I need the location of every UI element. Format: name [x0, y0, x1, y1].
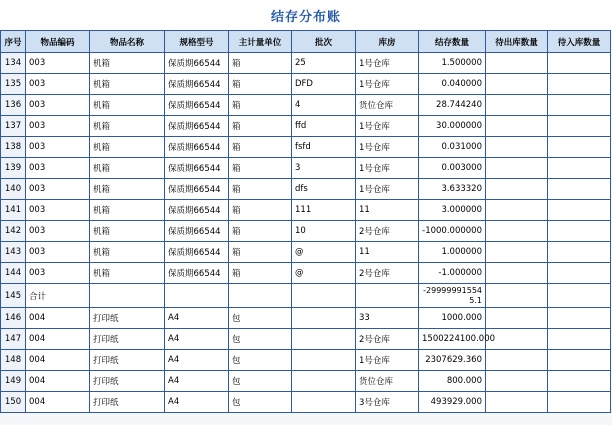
spec-cell: 保质期66544 [165, 53, 229, 74]
stock-qty-cell: -1.000000 [419, 263, 486, 284]
pending-in-cell [548, 350, 611, 371]
item-code-cell: 003 [26, 242, 90, 263]
table-row[interactable] [1, 158, 611, 179]
pending-out-cell [486, 371, 548, 392]
pending-in-cell [548, 179, 611, 200]
warehouse-cell: 2号仓库 [356, 221, 419, 242]
spec-cell: A4 [165, 371, 229, 392]
pending-out-cell [486, 53, 548, 74]
item-name-cell: 机箱 [90, 179, 165, 200]
item-name-cell: 机箱 [90, 221, 165, 242]
pending-out-cell [486, 221, 548, 242]
spec-cell: 保质期66544 [165, 74, 229, 95]
unit-cell: 包 [229, 371, 292, 392]
batch-cell: ffd [292, 116, 356, 137]
batch-cell [292, 392, 356, 413]
warehouse-cell: 1号仓库 [356, 116, 419, 137]
warehouse-cell: 2号仓库 [356, 263, 419, 284]
item-code-cell: 003 [26, 263, 90, 284]
table-row[interactable] [1, 95, 611, 116]
page-title: 结存分布账 [270, 9, 341, 25]
item-name-cell: 打印纸 [90, 371, 165, 392]
item-name-cell: 打印纸 [90, 392, 165, 413]
batch-cell [292, 329, 356, 350]
column-header-pending-in[interactable]: 待入库数量 [548, 31, 611, 53]
item-name-cell: 打印纸 [90, 350, 165, 371]
pending-in-cell [548, 158, 611, 179]
pending-in-cell [548, 116, 611, 137]
pending-in-cell [548, 308, 611, 329]
table-row[interactable] [1, 137, 611, 158]
pending-out-cell [486, 392, 548, 413]
column-header-stock-qty[interactable]: 结存数量 [419, 31, 486, 53]
pending-in-cell [548, 53, 611, 74]
seq-cell: 136 [1, 95, 26, 116]
stock-qty-cell: -299999915545.1 [419, 284, 486, 308]
item-code-cell: 003 [26, 53, 90, 74]
stock-qty-cell: 3.000000 [419, 200, 486, 221]
pending-out-cell [486, 74, 548, 95]
item-name-cell: 机箱 [90, 95, 165, 116]
warehouse-cell: 1号仓库 [356, 74, 419, 95]
seq-cell: 143 [1, 242, 26, 263]
pending-in-cell [548, 284, 611, 308]
spec-cell: 保质期66544 [165, 158, 229, 179]
unit-cell: 箱 [229, 179, 292, 200]
seq-cell: 146 [1, 308, 26, 329]
unit-cell [229, 284, 292, 308]
column-header-unit[interactable]: 主计量单位 [229, 31, 292, 53]
stock-qty-cell: 3.633320 [419, 179, 486, 200]
pending-out-cell [486, 200, 548, 221]
item-code-cell: 003 [26, 116, 90, 137]
spec-cell: 保质期66544 [165, 95, 229, 116]
unit-cell: 包 [229, 392, 292, 413]
warehouse-cell: 1号仓库 [356, 350, 419, 371]
item-code-cell: 003 [26, 95, 90, 116]
batch-cell [292, 371, 356, 392]
spec-cell: 保质期66544 [165, 137, 229, 158]
warehouse-cell [356, 284, 419, 308]
unit-cell: 箱 [229, 74, 292, 95]
item-name-cell: 机箱 [90, 200, 165, 221]
seq-cell: 144 [1, 263, 26, 284]
spec-cell: 保质期66544 [165, 242, 229, 263]
table-row[interactable] [1, 74, 611, 95]
unit-cell: 箱 [229, 242, 292, 263]
unit-cell: 箱 [229, 221, 292, 242]
stock-qty-cell: 0.003000 [419, 158, 486, 179]
stock-qty-cell: 1000.000 [419, 308, 486, 329]
warehouse-cell: 1号仓库 [356, 158, 419, 179]
unit-cell: 包 [229, 308, 292, 329]
unit-cell: 包 [229, 350, 292, 371]
table-row[interactable] [1, 53, 611, 74]
warehouse-cell: 11 [356, 242, 419, 263]
table-row[interactable] [1, 200, 611, 221]
pending-in-cell [548, 263, 611, 284]
column-header-pending-out[interactable]: 待出库数量 [486, 31, 548, 53]
pending-in-cell [548, 371, 611, 392]
title-bar [0, 0, 612, 30]
seq-cell: 147 [1, 329, 26, 350]
table-row[interactable] [1, 179, 611, 200]
column-header-seq[interactable]: 序号 [1, 31, 26, 53]
batch-cell: 3 [292, 158, 356, 179]
spec-cell: 保质期66544 [165, 263, 229, 284]
unit-cell: 箱 [229, 116, 292, 137]
batch-cell: 10 [292, 221, 356, 242]
table-row[interactable] [1, 392, 611, 413]
item-name-cell: 机箱 [90, 53, 165, 74]
spec-cell [165, 284, 229, 308]
stock-qty-cell: 493929.000 [419, 392, 486, 413]
table-header-row [1, 31, 611, 53]
batch-cell: DFD [292, 74, 356, 95]
pending-in-cell [548, 74, 611, 95]
spec-cell: A4 [165, 350, 229, 371]
item-name-cell: 机箱 [90, 242, 165, 263]
seq-cell: 138 [1, 137, 26, 158]
table-row[interactable] [1, 263, 611, 284]
batch-cell: @ [292, 242, 356, 263]
batch-cell: 4 [292, 95, 356, 116]
warehouse-cell: 货位仓库 [356, 95, 419, 116]
item-name-cell: 机箱 [90, 137, 165, 158]
seq-cell: 148 [1, 350, 26, 371]
pending-in-cell [548, 200, 611, 221]
stock-qty-cell: 1.500000 [419, 53, 486, 74]
unit-cell: 箱 [229, 158, 292, 179]
column-header-item-name[interactable]: 物品名称 [90, 31, 165, 53]
spec-cell: 保质期66544 [165, 221, 229, 242]
item-code-cell: 004 [26, 350, 90, 371]
item-name-cell [90, 284, 165, 308]
table-row[interactable] [1, 242, 611, 263]
unit-cell: 包 [229, 329, 292, 350]
table-row[interactable] [1, 221, 611, 242]
seq-cell: 137 [1, 116, 26, 137]
pending-in-cell [548, 242, 611, 263]
item-code-cell: 003 [26, 200, 90, 221]
pending-in-cell [548, 329, 611, 350]
item-code-cell: 003 [26, 221, 90, 242]
warehouse-cell: 1号仓库 [356, 53, 419, 74]
item-name-cell: 机箱 [90, 116, 165, 137]
column-header-item-code[interactable]: 物品编码 [26, 31, 90, 53]
batch-cell [292, 308, 356, 329]
column-header-spec[interactable]: 规格型号 [165, 31, 229, 53]
spec-cell: A4 [165, 392, 229, 413]
pending-out-cell [486, 263, 548, 284]
seq-cell: 149 [1, 371, 26, 392]
table-row[interactable] [1, 350, 611, 371]
pending-in-cell [548, 221, 611, 242]
column-header-warehouse[interactable]: 库房 [356, 31, 419, 53]
warehouse-cell: 33 [356, 308, 419, 329]
item-name-cell: 机箱 [90, 74, 165, 95]
item-code-cell: 003 [26, 158, 90, 179]
batch-cell [292, 284, 356, 308]
spec-cell: A4 [165, 308, 229, 329]
table-body [1, 53, 611, 413]
item-code-cell: 003 [26, 74, 90, 95]
item-name-cell: 机箱 [90, 263, 165, 284]
pending-out-cell [486, 95, 548, 116]
unit-cell: 箱 [229, 137, 292, 158]
item-code-cell: 004 [26, 392, 90, 413]
spec-cell: 保质期66544 [165, 179, 229, 200]
seq-cell: 141 [1, 200, 26, 221]
stock-qty-cell: 800.000 [419, 371, 486, 392]
stock-qty-cell: 1.000000 [419, 242, 486, 263]
table-row[interactable] [1, 116, 611, 137]
seq-cell: 150 [1, 392, 26, 413]
warehouse-cell: 货位仓库 [356, 371, 419, 392]
stock-qty-cell: -1000.000000 [419, 221, 486, 242]
item-name-cell: 打印纸 [90, 308, 165, 329]
table-total-row[interactable] [1, 284, 611, 308]
unit-cell: 箱 [229, 53, 292, 74]
item-code-cell: 004 [26, 329, 90, 350]
seq-cell: 142 [1, 221, 26, 242]
stock-qty-cell: 0.031000 [419, 137, 486, 158]
warehouse-cell: 2号仓库 [356, 329, 419, 350]
item-name-cell: 打印纸 [90, 329, 165, 350]
seq-cell: 140 [1, 179, 26, 200]
item-name-cell: 机箱 [90, 158, 165, 179]
pending-out-cell [486, 284, 548, 308]
batch-cell [292, 350, 356, 371]
stock-qty-cell: 2307629.360 [419, 350, 486, 371]
unit-cell: 箱 [229, 200, 292, 221]
pending-out-cell [486, 308, 548, 329]
pending-out-cell [486, 158, 548, 179]
item-code-cell: 004 [26, 308, 90, 329]
pending-in-cell [548, 95, 611, 116]
inventory-table [0, 30, 611, 413]
item-code-cell: 合计 [26, 284, 90, 308]
batch-cell: dfs [292, 179, 356, 200]
warehouse-cell: 1号仓库 [356, 137, 419, 158]
pending-out-cell [486, 116, 548, 137]
spec-cell: 保质期66544 [165, 116, 229, 137]
warehouse-cell: 11 [356, 200, 419, 221]
seq-cell: 139 [1, 158, 26, 179]
spec-cell: 保质期66544 [165, 200, 229, 221]
table-row[interactable] [1, 371, 611, 392]
seq-cell: 145 [1, 284, 26, 308]
warehouse-cell: 1号仓库 [356, 179, 419, 200]
item-code-cell: 003 [26, 179, 90, 200]
table-row[interactable] [1, 308, 611, 329]
column-header-batch[interactable]: 批次 [292, 31, 356, 53]
item-code-cell: 004 [26, 371, 90, 392]
table-row[interactable] [1, 329, 611, 350]
unit-cell: 箱 [229, 263, 292, 284]
pending-in-cell [548, 392, 611, 413]
stock-qty-cell: 28.744240 [419, 95, 486, 116]
pending-in-cell [548, 137, 611, 158]
pending-out-cell [486, 179, 548, 200]
seq-cell: 134 [1, 53, 26, 74]
warehouse-cell: 3号仓库 [356, 392, 419, 413]
pending-out-cell [486, 242, 548, 263]
batch-cell: @ [292, 263, 356, 284]
unit-cell: 箱 [229, 95, 292, 116]
batch-cell: 25 [292, 53, 356, 74]
pending-out-cell [486, 137, 548, 158]
item-code-cell: 003 [26, 137, 90, 158]
seq-cell: 135 [1, 74, 26, 95]
spec-cell: A4 [165, 329, 229, 350]
batch-cell: 111 [292, 200, 356, 221]
batch-cell: fsfd [292, 137, 356, 158]
stock-qty-cell: 0.040000 [419, 74, 486, 95]
stock-qty-cell: 1500224100.000 [419, 329, 486, 350]
stock-qty-cell: 30.000000 [419, 116, 486, 137]
pending-out-cell [486, 350, 548, 371]
